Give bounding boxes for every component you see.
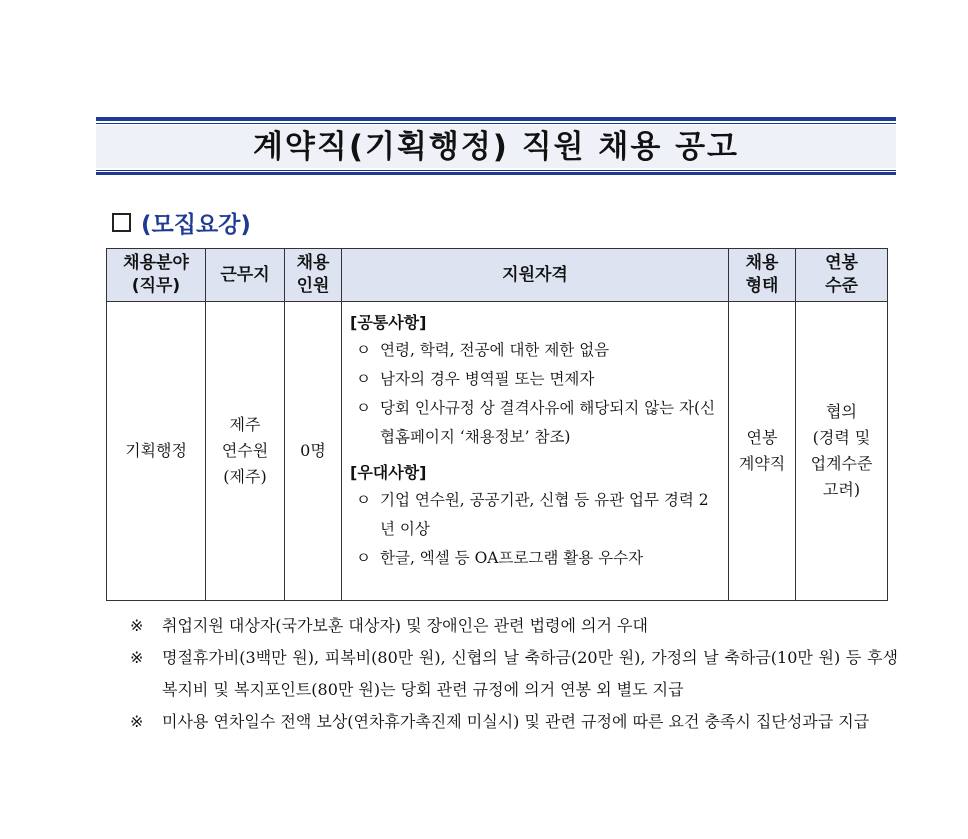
header-count: 채용 인원	[285, 249, 342, 302]
cell-salary: 협의 (경력 및 업계수준 고려)	[796, 302, 888, 601]
title-rule-top-thin	[96, 123, 896, 124]
reference-mark-icon: ※	[130, 712, 144, 731]
bullet-icon: ㅇ	[356, 491, 371, 509]
reference-mark-icon: ※	[130, 648, 144, 667]
notes	[130, 610, 898, 738]
page-title: 계약직(기획행정) 직원 채용 공고	[252, 129, 739, 165]
bullet-icon: ㅇ	[356, 370, 371, 388]
table-header-row	[107, 249, 888, 302]
header-location: 근무지	[206, 249, 285, 302]
cell-type: 연봉 계약직	[729, 302, 796, 601]
header-salary: 연봉 수준	[796, 249, 888, 302]
bullet-icon: ㅇ	[356, 549, 371, 567]
note-item: ※ 취업지원 대상자(국가보훈 대상자) 및 장애인은 관련 법령에 의거 우대	[130, 610, 898, 642]
list-item: ㅇ 연령, 학력, 전공에 대한 제한 없음	[350, 336, 722, 365]
header-qualification: 지원자격	[342, 249, 729, 302]
bullet-icon: ㅇ	[356, 399, 371, 417]
list-item: ㅇ 당회 인사규정 상 결격사유에 해당되지 않는 자(신협홈페이지 ‘채용정보’ 참조)	[350, 394, 722, 452]
note-item: ※ 명절휴가비(3백만 원), 피복비(80만 원), 신협의 날 축하금(20만 원), 가정의 날 축하금(10만 원) 등 후생복지비 및 복지포인트(80만 원)는 당회 관련 규정에 의거 연봉 외 별도 지급	[130, 642, 898, 706]
cell-count: 0명	[285, 302, 342, 601]
list-item: ㅇ 기업 연수원, 공공기관, 신협 등 유관 업무 경력 2년 이상	[350, 486, 722, 544]
title-rule-top	[96, 117, 896, 121]
note-item: ※ 미사용 연차일수 전액 보상(연차휴가촉진제 미실시) 및 관련 규정에 따른 요건 충족시 집단성과급 지급	[130, 706, 898, 738]
title-rule-bottom-thin	[96, 170, 896, 171]
title-banner	[96, 117, 896, 175]
header-type: 채용 형태	[729, 249, 796, 302]
table-row	[107, 302, 888, 601]
header-field: 채용분야 (직무)	[107, 249, 206, 302]
bullet-icon: ㅇ	[356, 341, 371, 359]
list-item: ㅇ 한글, 엑셀 등 OA프로그램 활용 우수자	[350, 544, 722, 573]
recruitment-table	[106, 248, 888, 601]
empty-square-icon	[112, 213, 131, 232]
section-heading	[112, 205, 251, 239]
title-rule-bottom	[96, 172, 896, 175]
preferred-requirements-list	[350, 486, 722, 573]
cell-qualification	[342, 302, 729, 601]
preferred-requirements-title: [우대사항]	[350, 463, 427, 482]
cell-location: 제주 연수원 (제주)	[206, 302, 285, 601]
section-label: (모집요강)	[141, 211, 251, 238]
cell-field: 기획행정	[107, 302, 206, 601]
list-item: ㅇ 남자의 경우 병역필 또는 면제자	[350, 365, 722, 394]
reference-mark-icon: ※	[130, 616, 144, 635]
common-requirements-list	[350, 336, 722, 452]
common-requirements-title: [공통사항]	[350, 313, 427, 332]
